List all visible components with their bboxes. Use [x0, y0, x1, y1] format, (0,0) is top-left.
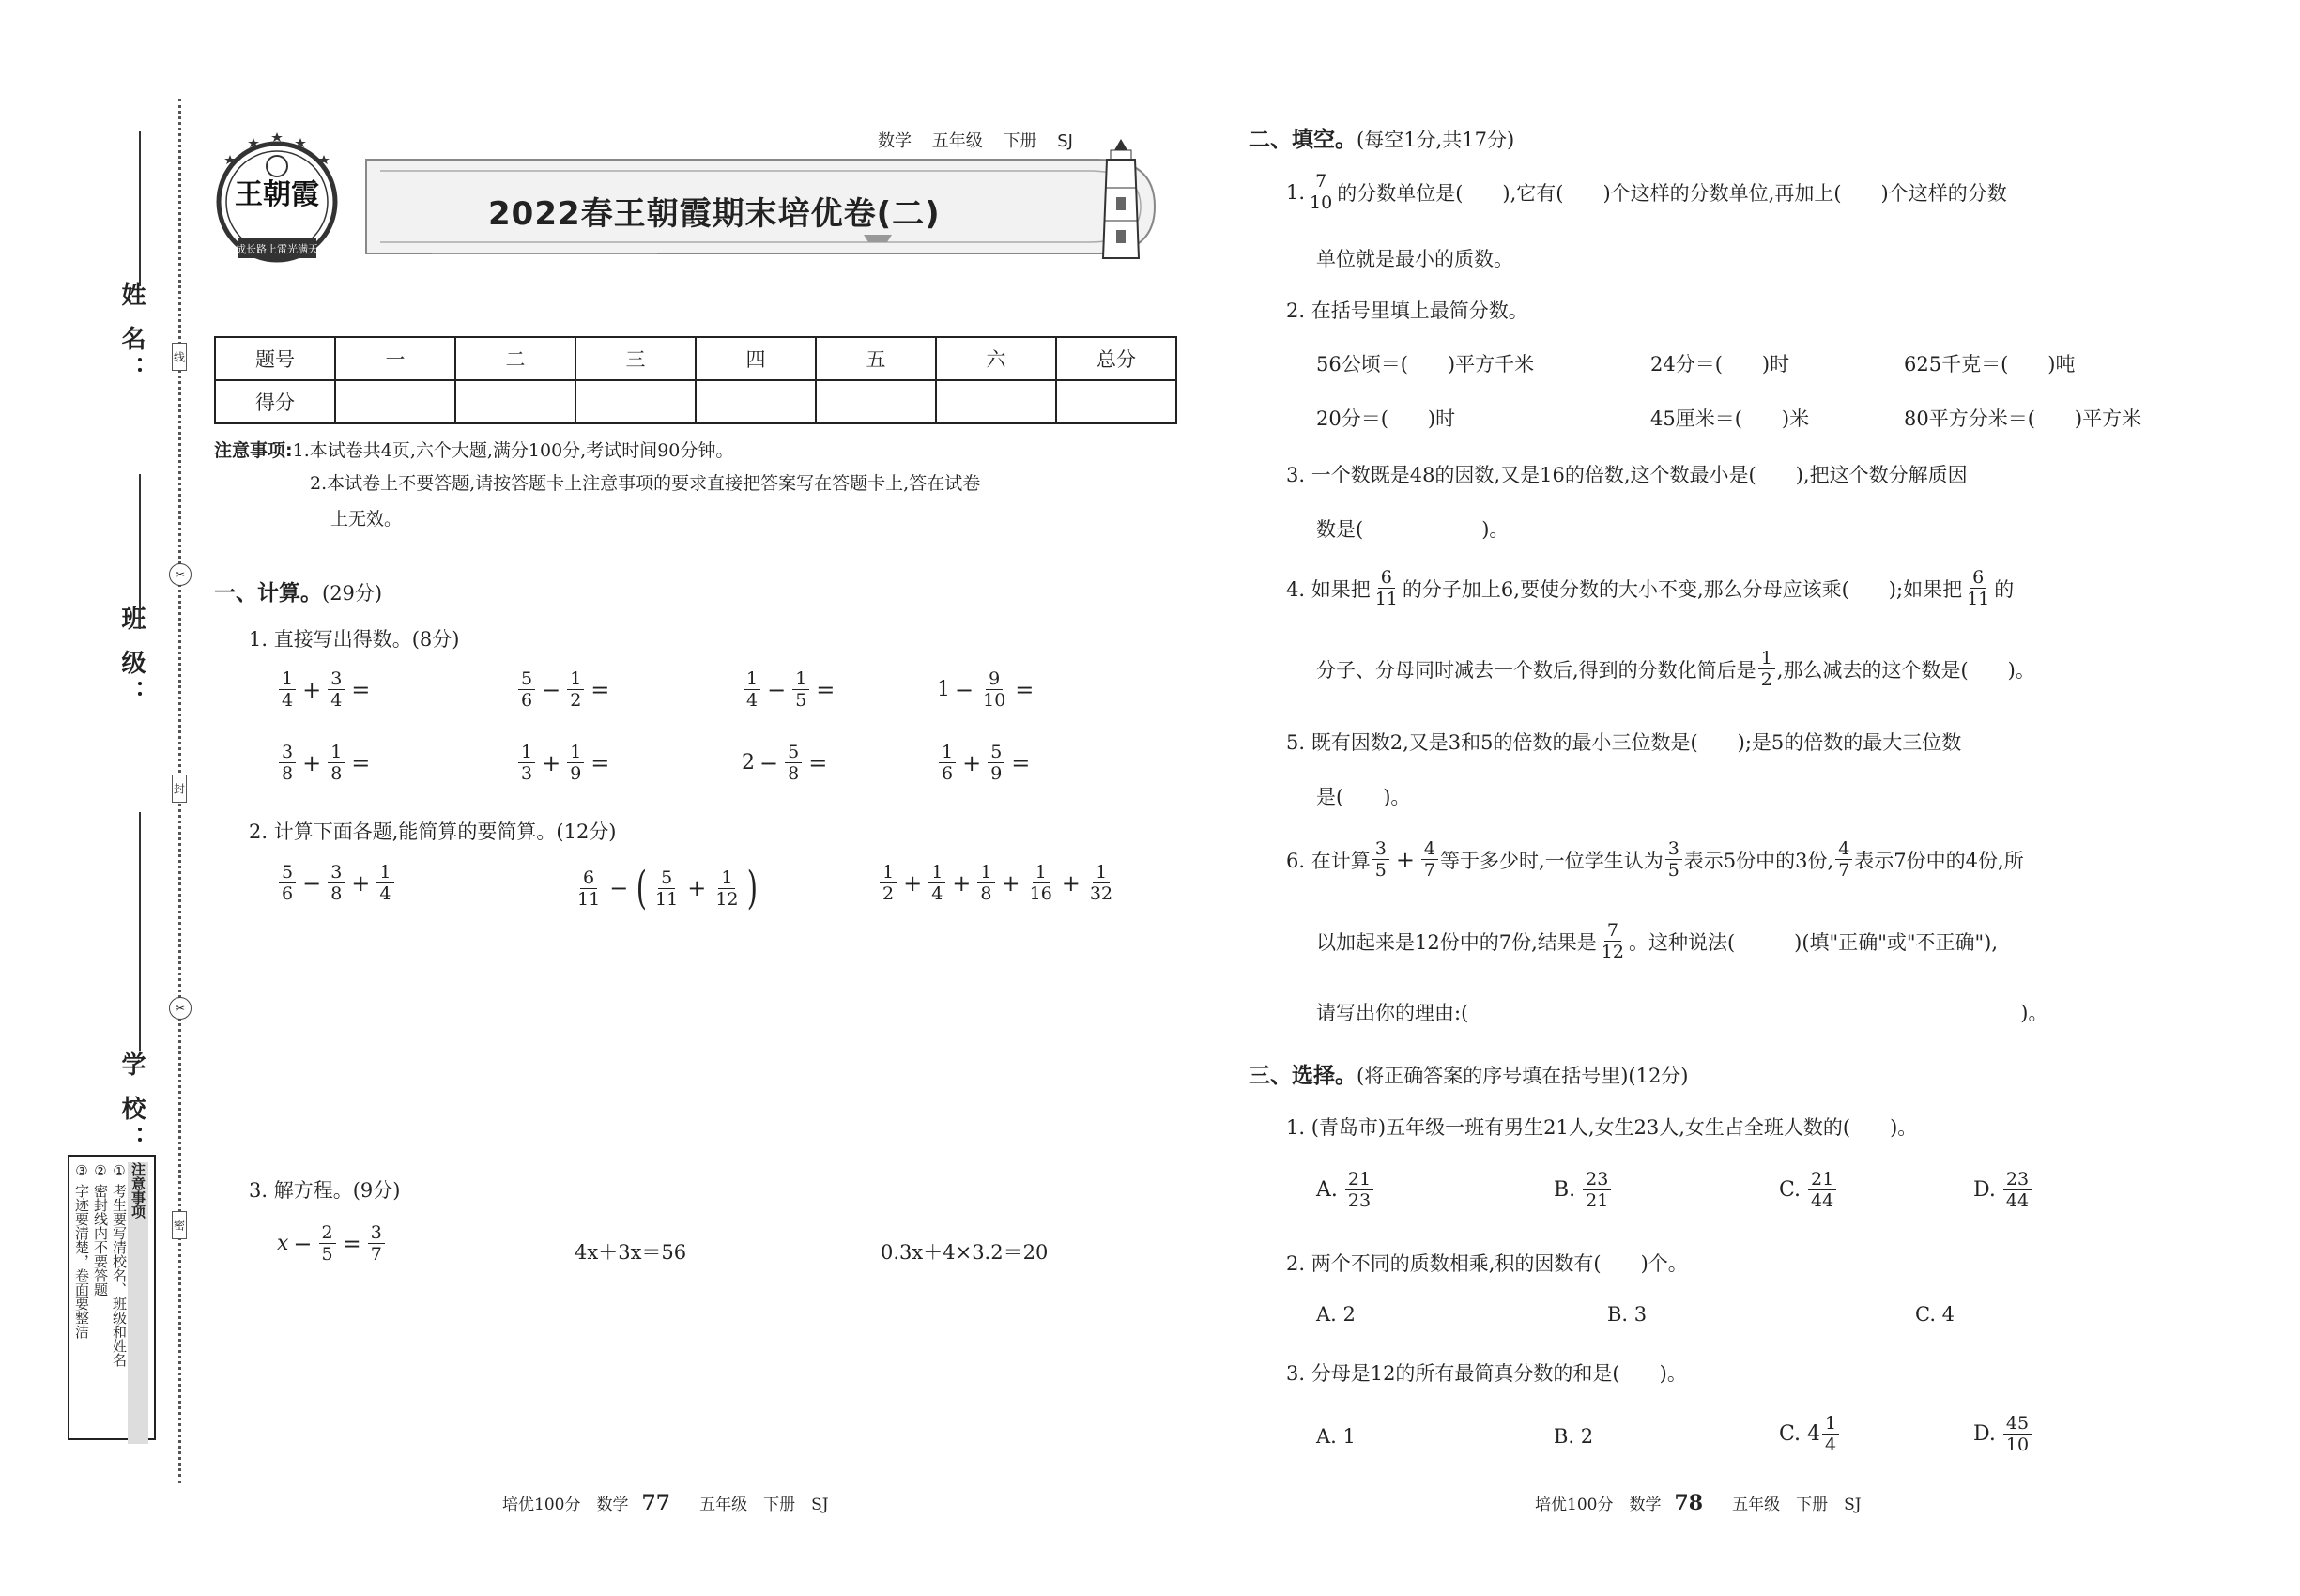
score-table-header-row — [215, 337, 1176, 380]
notes-label: 注意事项: — [214, 440, 293, 461]
table-cell: 二 — [455, 337, 575, 380]
cut-mark-close: 密 — [172, 1211, 187, 1239]
mental-math-item: 1 − $\frac{9}{10}$ = — [937, 668, 1035, 711]
cut-circle-icon: ✂ — [169, 563, 192, 586]
score-cell[interactable] — [455, 380, 575, 423]
section1-q1: 1. 直接写出得数。(8分) — [249, 628, 460, 651]
notes-item: 2.本试卷上不要答题,请按答题卡上注意事项的要求直接把答案写在答题卡上,答在试卷 — [310, 473, 981, 494]
equation-item: 4x＋3x＝56 — [575, 1241, 687, 1264]
table-cell: 总分 — [1056, 337, 1176, 380]
unit-conversion-item: 625千克＝( )吨 — [1904, 353, 2076, 376]
subject-label: 数学 — [878, 131, 912, 151]
calc-item: $\frac{1}{2}$ + $\frac{1}{4}$ + $\frac{1}{8}$ + $\frac{1}{16}$ + $\frac{1}{32}$ — [878, 862, 1117, 904]
notes-item: 1.本试卷共4页,六个大题,满分100分,考试时间90分钟。 — [292, 440, 734, 461]
unit-conversion-item: 56公顷＝( )平方千米 — [1316, 353, 1535, 376]
equation-item: 0.3x＋4×3.2＝20 — [881, 1241, 1049, 1264]
fill-q4-cont: 分子、分母同时减去一个数后,得到的分数化简后是 $\frac{1}{2}$ ,那么减去的这个数是( )。 — [1316, 648, 2035, 690]
name-label: 姓 名： — [117, 282, 146, 387]
svg-text:王朝霞: 王朝霞 — [235, 178, 319, 211]
table-cell: 四 — [696, 337, 816, 380]
score-table — [214, 336, 1177, 424]
page-number: 77 — [641, 1491, 671, 1515]
notice-item: ② 密封线内不要答题 — [92, 1162, 109, 1297]
unit-conversion-item: 20分＝( )时 — [1316, 407, 1456, 430]
choice-q3: 3. 分母是12的所有最简真分数的和是( )。 — [1286, 1362, 1687, 1385]
fill-q5-cont: 是( )。 — [1316, 786, 1411, 808]
score-table-score-row — [215, 380, 1176, 423]
mental-math-item: $\frac{1}{3}$ + $\frac{1}{9}$ = — [516, 742, 614, 784]
fill-q1-cont: 单位就是最小的质数。 — [1316, 248, 1513, 270]
unit-conversion-item: 45厘米＝( )米 — [1650, 407, 1810, 430]
cut-mark-seal: 封 — [172, 775, 187, 803]
section1-q2: 2. 计算下面各题,能简算的要简算。(12分) — [249, 821, 617, 843]
calc-item: $\frac{6}{11}$ − ( $\frac{5}{11}$ + $\frac{1}{12}$ ) — [577, 862, 758, 914]
score-cell[interactable] — [816, 380, 936, 423]
choice-option[interactable]: D. $\frac{45}{10}$ — [1973, 1413, 2033, 1455]
choice-q2: 2. 两个不同的质数相乘,积的因数有( )个。 — [1286, 1252, 1688, 1275]
fill-q1: 1. $\frac{7}{10}$ 的分数单位是( ),它有( )个这样的分数单位,再加上( )个这样的分数 — [1286, 171, 2007, 213]
mental-math-item: $\frac{1}{4}$ + $\frac{3}{4}$ = — [277, 668, 375, 711]
section3-title: 三、选择。(将正确答案的序号填在括号里)(12分) — [1249, 1064, 1689, 1088]
choice-option[interactable]: A. $\frac{21}{23}$ — [1316, 1169, 1375, 1211]
volume-label: 下册 — [1003, 131, 1037, 151]
mental-math-item: $\frac{1}{4}$ − $\frac{1}{5}$ = — [742, 668, 839, 711]
svg-text:雷光满天: 雷光满天 — [277, 243, 318, 255]
notice-item: ① 考生要写清校名、班级和姓名 — [111, 1162, 128, 1367]
choice-option[interactable]: B. 2 — [1554, 1425, 1594, 1448]
section2-title: 二、填空。(每空1分,共17分) — [1249, 128, 1515, 152]
table-cell: 六 — [936, 337, 1056, 380]
choice-option[interactable]: D. $\frac{23}{44}$ — [1973, 1169, 2033, 1211]
footer-left: 培优100分 数学 77 五年级 下册 SJ — [502, 1491, 829, 1515]
calc-item: $\frac{5}{6}$ − $\frac{3}{8}$ + $\frac{1}{4}$ — [277, 862, 396, 904]
exam-title: 2022春王朝霞期末培优卷(二) — [488, 195, 941, 233]
unit-conversion-item: 80平方分米＝( )平方米 — [1904, 407, 2142, 430]
fill-q6-reason: 请写出你的理由:( )。 — [1316, 1002, 2048, 1024]
table-cell: 得分 — [215, 380, 335, 423]
svg-text:成长路上: 成长路上 — [236, 243, 277, 255]
fill-q6-cont: 以加起来是12份中的7份,结果是 $\frac{7}{12}$ 。这种说法( )(填"正确"或"不正确"), — [1316, 920, 1999, 962]
section1-q3: 3. 解方程。(9分) — [249, 1179, 401, 1202]
table-cell: 一 — [335, 337, 455, 380]
notice-title: 注意事项 — [128, 1162, 148, 1444]
fill-q3-cont: 数是( )。 — [1316, 518, 1510, 541]
mental-math-item: $\frac{1}{6}$ + $\frac{5}{9}$ = — [937, 742, 1035, 784]
score-cell[interactable] — [696, 380, 816, 423]
page-number: 78 — [1674, 1491, 1704, 1515]
lighthouse-icon — [1103, 139, 1139, 258]
header-meta — [878, 128, 1088, 152]
score-cell[interactable] — [335, 380, 455, 423]
equation-item: x − $\frac{2}{5}$ = $\frac{3}{7}$ — [277, 1222, 387, 1265]
mental-math-item: $\frac{3}{8}$ + $\frac{1}{8}$ = — [277, 742, 375, 784]
table-cell: 题号 — [215, 337, 335, 380]
choice-q1: 1. (青岛市)五年级一班有男生21人,女生23人,女生占全班人数的( )。 — [1286, 1116, 1918, 1139]
fill-q2: 2. 在括号里填上最简分数。 — [1286, 299, 1528, 322]
table-cell: 三 — [575, 337, 696, 380]
edition-label: SJ — [1057, 131, 1073, 151]
score-cell[interactable] — [575, 380, 696, 423]
table-cell: 五 — [816, 337, 936, 380]
fill-q5: 5. 既有因数2,又是3和5的倍数的最小三位数是( );是5的倍数的最大三位数 — [1286, 731, 1962, 754]
choice-option[interactable]: A. 1 — [1316, 1425, 1356, 1448]
fill-q4: 4. 如果把 $\frac{6}{11}$ 的分子加上6,要使分数的大小不变,那么分母应该乘( );如果把 $\frac{6}{11}$ 的 — [1286, 567, 2015, 609]
mental-math-item: $\frac{5}{6}$ − $\frac{1}{2}$ = — [516, 668, 614, 711]
fill-q3: 3. 一个数既是48的因数,又是16的倍数,这个数最小是( ),把这个数分解质因 — [1286, 464, 1968, 486]
class-field-line[interactable] — [139, 474, 141, 629]
choice-option[interactable]: B. $\frac{23}{21}$ — [1554, 1169, 1613, 1211]
fill-q6: 6. 在计算 $\frac{3}{5}$ + $\frac{4}{7}$ 等于多少时,一位学生认为 $\frac{3}{5}$ 表示5份中的3份, $\frac{4}{7}$ 表示7份中的4份,所 — [1286, 838, 2024, 881]
score-cell[interactable] — [936, 380, 1056, 423]
brand-logo — [202, 127, 352, 268]
notes-item: 上无效。 — [330, 509, 403, 529]
choice-option[interactable]: A. 2 — [1316, 1303, 1356, 1326]
class-label: 班 级： — [117, 606, 146, 711]
unit-conversion-item: 24分＝( )时 — [1650, 353, 1790, 376]
margin-notice-box — [68, 1155, 156, 1440]
grade-label: 五年级 — [931, 131, 983, 151]
choice-option[interactable]: C. 4 — [1915, 1303, 1955, 1326]
notice-item: ③ 字迹要清楚，卷面要整洁 — [73, 1162, 90, 1339]
choice-option[interactable]: C. $\frac{21}{44}$ — [1779, 1169, 1838, 1211]
section1-title: 一、计算。(29分) — [214, 581, 383, 606]
score-cell[interactable] — [1056, 380, 1176, 423]
footer-right: 培优100分 数学 78 五年级 下册 SJ — [1535, 1491, 1862, 1515]
choice-option[interactable]: C. 4 $\frac{1}{4}$ — [1779, 1413, 1841, 1455]
school-label: 学 校： — [117, 1051, 146, 1157]
mental-math-item: 2 − $\frac{5}{8}$ = — [742, 742, 828, 784]
cut-mark-line: 线 — [172, 343, 187, 371]
choice-option[interactable]: B. 3 — [1607, 1303, 1648, 1326]
school-field-line[interactable] — [139, 812, 141, 1051]
name-field-line[interactable] — [139, 131, 141, 286]
cut-circle-icon: ✂ — [169, 997, 192, 1020]
notes-line-1 — [214, 437, 733, 462]
